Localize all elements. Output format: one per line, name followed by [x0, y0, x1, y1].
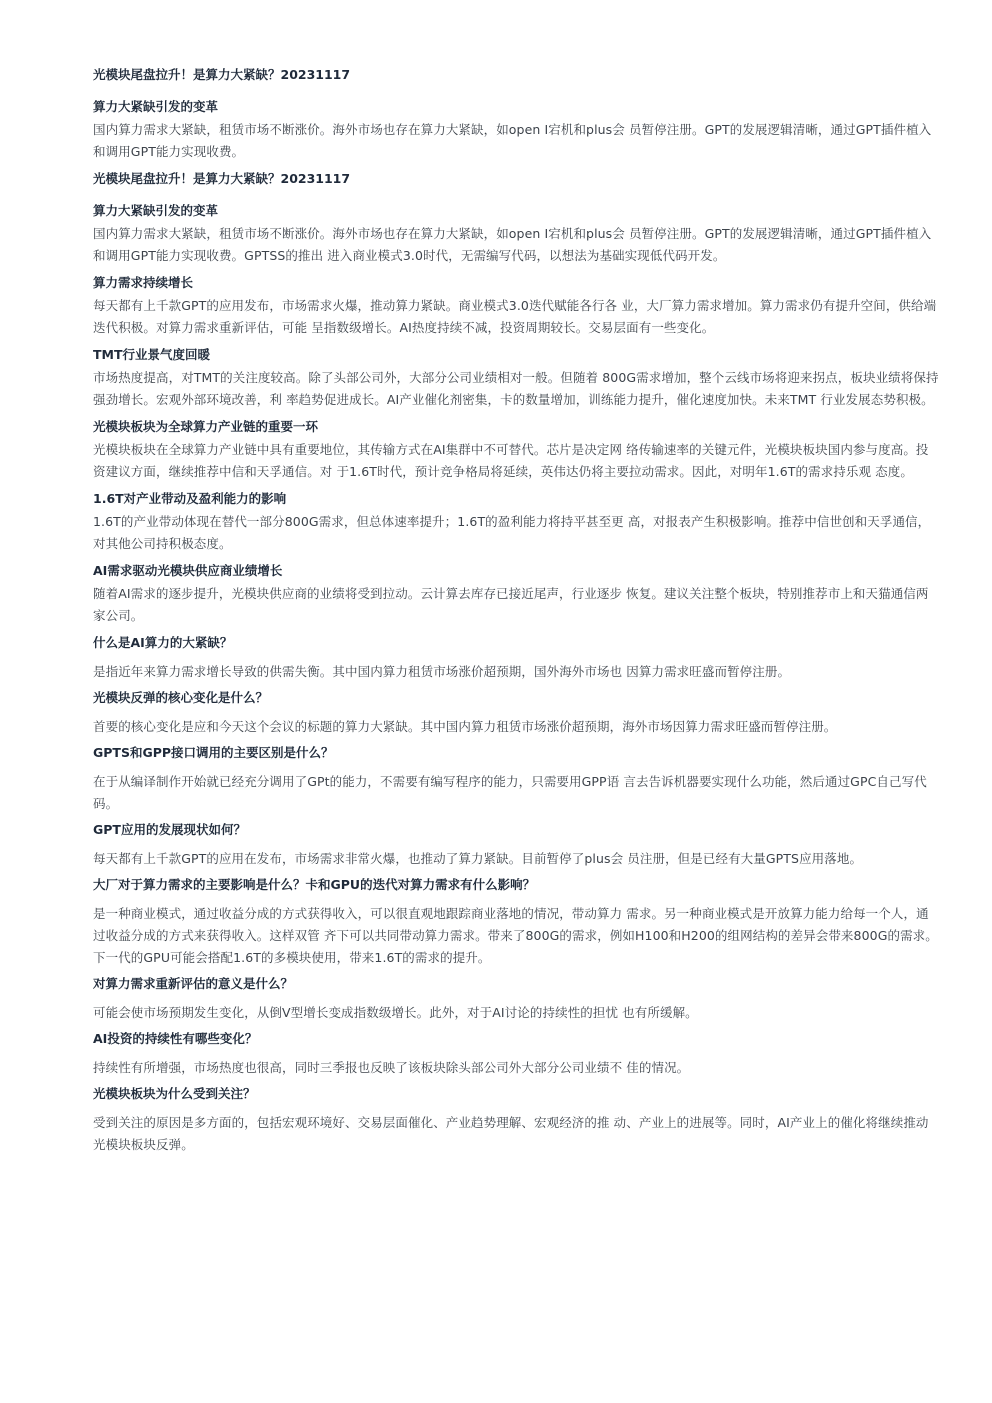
qa-question: 大厂对于算力需求的主要影响是什么？卡和GPU的迭代对算力需求有什么影响？ — [93, 877, 536, 892]
qa-answer: 是一种商业模式，通过收益分成的方式获得收入，可以很直观地跟踪商业落地的情况，带动算力 需求。另一种商业模式是开放算力能力给每一个人，通过收益分成的方式来获得收入。这样双管 齐下可以共同带动算力需求。带来了800G的需求，例如H100和H200的组网结构的差异会带来800G的需求。下一代的GPU可能会搭配1.6T的多模块使用，带来1.6T的需求的提升。 — [93, 906, 938, 965]
qa-question: 光模块板块为什么受到关注？ — [93, 1086, 256, 1101]
section-heading: 算力大紧缺引发的变革 — [93, 203, 219, 218]
section-body: 光模块板块在全球算力产业链中具有重要地位，其传输方式在AI集群中不可替代。芯片是决定网 络传输速率的关键元件，光模块板块国内参与度高。投资建议方面，继续推荐中信和天孚通信。对 于1.6T时代，预计竞争格局将延续，英伟达仍将主要拉动需求。因此，对明年1.6T的需求持乐观 态度。 — [93, 442, 929, 479]
section — [93, 202, 939, 267]
section — [93, 274, 939, 339]
qa-question: 光模块反弹的核心变化是什么？ — [93, 690, 269, 705]
qa-answer: 在于从编译制作开始就已经充分调用了GPt的能力，不需要有编写程序的能力，只需要用GPP语 言去告诉机器要实现什么功能，然后通过GPC自己写代码。 — [93, 774, 927, 811]
qa-answer: 可能会使市场预期发生变化，从倒V型增长变成指数级增长。此外，对于AI讨论的持续性的担忧 也有所缓解。 — [93, 1005, 698, 1020]
section-heading: AI需求驱动光模块供应商业绩增长 — [93, 563, 283, 578]
section — [93, 346, 939, 411]
qa-item — [93, 876, 939, 969]
qa-item — [93, 634, 939, 683]
qa-item — [93, 821, 939, 870]
section-body: 每天都有上千款GPT的应用发布，市场需求火爆，推动算力紧缺。商业模式3.0迭代赋能各行各 业，大厂算力需求增加。算力需求仍有提升空间，供给端迭代积极。对算力需求重新评估，可能 呈指数级增长。AI热度持续不减，投资周期较长。交易层面有一些变化。 — [93, 298, 937, 335]
qa-answer: 是指近年来算力需求增长导致的供需失衡。其中国内算力租赁市场涨价超预期，国外海外市场也 因算力需求旺盛而暂停注册。 — [93, 664, 791, 679]
section-heading: TMT行业景气度回暖 — [93, 347, 210, 362]
qa-answer: 持续性有所增强，市场热度也很高，同时三季报也反映了该板块除头部公司外大部分公司业绩不 佳的情况。 — [93, 1060, 690, 1075]
section-body: 国内算力需求大紧缺，租赁市场不断涨价。海外市场也存在算力大紧缺，如open I宕机和plus会 员暂停注册。GPT的发展逻辑清晰，通过GPT插件植入和调用GPT能力实现收费。 — [93, 122, 932, 159]
document-page — [93, 66, 939, 1162]
section — [93, 562, 939, 627]
qa-question: AI投资的持续性有哪些变化？ — [93, 1031, 258, 1046]
section-heading: 算力大紧缺引发的变革 — [93, 99, 219, 114]
section-body: 1.6T的产业带动体现在替代一部分800G需求，但总体速率提升；1.6T的盈利能力将持平甚至更 高，对报表产生积极影响。推荐中信世创和天孚通信，对其他公司持积极态度。 — [93, 514, 931, 551]
section-title-only — [93, 170, 939, 188]
qa-item — [93, 689, 939, 738]
qa-item — [93, 975, 939, 1024]
section — [93, 98, 939, 163]
qa-question: GPT应用的发展现状如何？ — [93, 822, 246, 837]
section-heading: 算力需求持续增长 — [93, 275, 194, 290]
qa-item — [93, 1085, 939, 1156]
qa-answer: 首要的核心变化是应和今天这个会议的标题的算力大紧缺。其中国内算力租赁市场涨价超预期，海外市场因算力需求旺盛而暂停注册。 — [93, 719, 837, 734]
section-title-only — [93, 66, 939, 84]
section-heading: 光模块尾盘拉升！是算力大紧缺？20231117 — [93, 171, 351, 186]
qa-question: 对算力需求重新评估的意义是什么？ — [93, 976, 294, 991]
qa-item — [93, 1030, 939, 1079]
section-body: 国内算力需求大紧缺，租赁市场不断涨价。海外市场也存在算力大紧缺，如open I宕机和plus会 员暂停注册。GPT的发展逻辑清晰，通过GPT插件植入和调用GPT能力实现收费。GPTSS的推出 进入商业模式3.0时代，无需编写代码，以想法为基础实现低代码开发。 — [93, 226, 932, 263]
section — [93, 490, 939, 555]
section — [93, 418, 939, 483]
qa-item — [93, 744, 939, 815]
qa-answer: 每天都有上千款GPT的应用在发布，市场需求非常火爆，也推动了算力紧缺。目前暂停了plus会 员注册，但是已经有大量GPTS应用落地。 — [93, 851, 863, 866]
section-body: 随着AI需求的逐步提升，光模块供应商的业绩将受到拉动。云计算去库存已接近尾声，行业逐步 恢复。建议关注整个板块，特别推荐市上和天猫通信两家公司。 — [93, 586, 929, 623]
qa-question: 什么是AI算力的大紧缺？ — [93, 635, 233, 650]
section-heading: 光模块尾盘拉升！是算力大紧缺？20231117 — [93, 67, 351, 82]
section-heading: 1.6T对产业带动及盈利能力的影响 — [93, 491, 287, 506]
qa-answer: 受到关注的原因是多方面的，包括宏观环境好、交易层面催化、产业趋势理解、宏观经济的推 动、产业上的进展等。同时，AI产业上的催化将继续推动光模块板块反弹。 — [93, 1115, 929, 1152]
section-heading: 光模块板块为全球算力产业链的重要一环 — [93, 419, 319, 434]
qa-question: GPTS和GPP接口调用的主要区别是什么？ — [93, 745, 334, 760]
section-body: 市场热度提高，对TMT的关注度较高。除了头部公司外，大部分公司业绩相对一般。但随着 800G需求增加，整个云线市场将迎来拐点，板块业绩将保持强劲增长。宏观外部环境改善，利 率趋势促进成长。AI产业催化剂密集，卡的数量增加，训练能力提升，催化速度加快。未来TMT 行业发展态势积极。 — [93, 370, 939, 407]
